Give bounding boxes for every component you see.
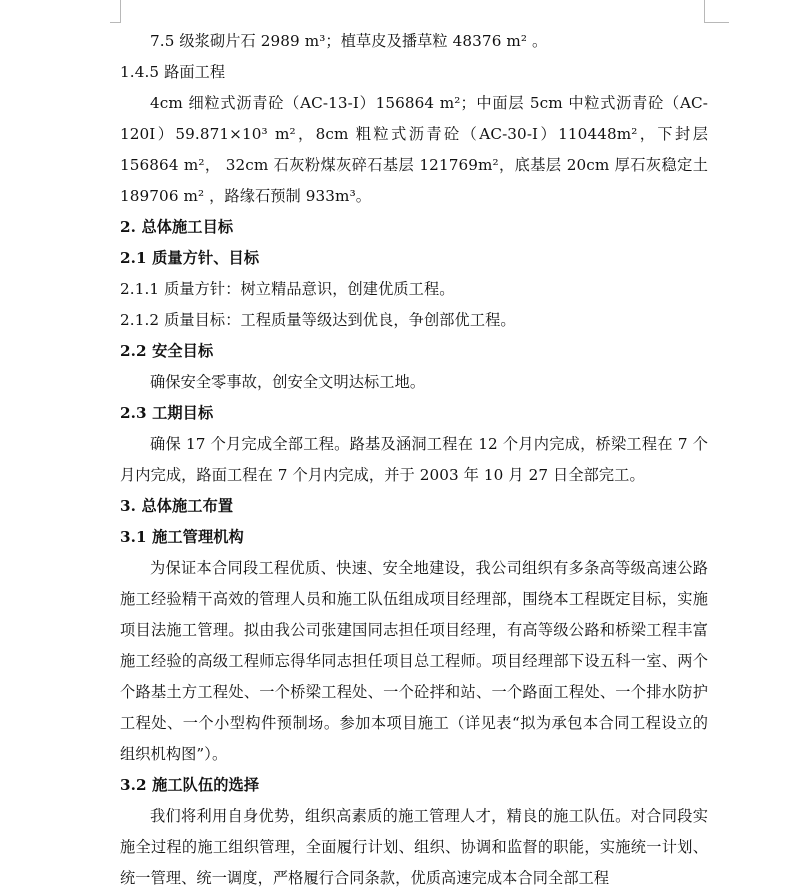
paragraph-3-1: 为保证本合同段工程优质、快速、安全地建设，我公司组织有多条高等级高速公路施工经验精干高效的管理人员和施工队伍组成项目经理部，围绕本工程既定目标，实施项目法施工管理。拟由我公司张建国同志担任项目经理，有高等级公路和桥梁工程丰富施工经验的高级工程师忘得华同志担任项目总工程师。项目经理部下设五科一室、两个个路基土方工程处、一个桥梁工程处、一个砼拌和站、一个路面工程处、一个排水防护工程处、一个小型构件预制场。参加本项目施工（详见表“拟为承包本合同工程设立的组织机构图”）。	[120, 559, 708, 763]
heading-3-1: 3.1 施工管理机构	[120, 528, 244, 546]
document-body	[120, 26, 708, 894]
margin-corner-mark-right	[704, 0, 729, 23]
margin-corner-mark-left	[110, 0, 121, 23]
heading-2-2: 2.2 安全目标	[120, 342, 214, 360]
paragraph-slope-works: 7.5 级浆砌片石 2989 m³；植草皮及播草粒 48376 m² 。	[150, 32, 548, 50]
paragraph-2-1-2: 2.1.2 质量目标：工程质量等级达到优良，争创部优工程。	[120, 311, 516, 329]
paragraph-3-2: 我们将利用自身优势，组织高素质的施工管理人才，精良的施工队伍。对合同段实施全过程的施工组织管理，全面履行计划、组织、协调和监督的职能，实施统一计划、统一管理、统一调度，严格履行合同条款，优质高速完成本合同全部工程	[120, 807, 708, 887]
heading-2: 2. 总体施工目标	[120, 218, 234, 236]
heading-3: 3. 总体施工布置	[120, 497, 234, 515]
paragraph-2-1-1: 2.1.1 质量方针：树立精品意识，创建优质工程。	[120, 280, 455, 298]
paragraph-pavement-works: 4cm 细粒式沥青砼（AC-13-I）156864 m²；中面层 5cm 中粒式沥青砼（AC-120I）59.871×10³ m²，8cm 粗粒式沥青砼（AC-30-I）110448m²，下封层 156864 m²， 32cm 石灰粉煤灰碎石基层 121769m²，底基层 20cm 厚石灰稳定土 189706 m² ，路缘石预制 933m³。	[120, 94, 708, 205]
paragraph-2-3: 确保 17 个月完成全部工程。路基及涵洞工程在 12 个月内完成，桥梁工程在 7 个月内完成，路面工程在 7 个月内完成，并于 2003 年 10 月 27 日全部完工。	[120, 435, 708, 484]
heading-2-1: 2.1 质量方针、目标	[120, 249, 260, 267]
heading-2-3: 2.3 工期目标	[120, 404, 214, 422]
paragraph-2-2: 确保安全零事故，创安全文明达标工地。	[150, 373, 426, 391]
heading-1-4-5: 1.4.5 路面工程	[120, 63, 226, 81]
heading-3-2: 3.2 施工队伍的选择	[120, 776, 260, 794]
